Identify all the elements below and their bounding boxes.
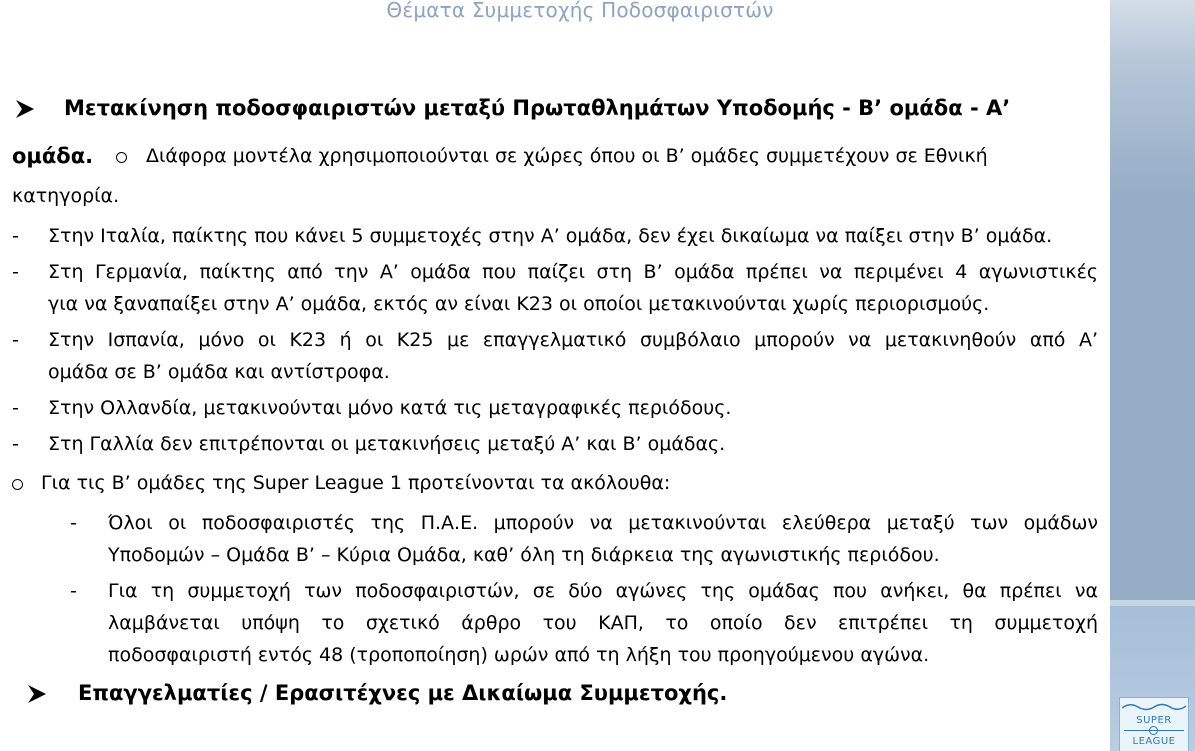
proposal-item2-line2: λαμβάνεται υπόψη το σχετικό άρθρο του ΚΑΠ, το οποίο δεν επιτρέπει τη συμμετοχή bbox=[108, 612, 1098, 634]
circle-bullet-icon bbox=[116, 152, 127, 163]
country-spain-line1: Στην Ισπανία, μόνο οι Κ23 ή οι Κ25 με επαγγελματικό συμβόλαιο μπορούν να μετακινηθούν από Α’ bbox=[48, 329, 1098, 351]
proposal-item2-line1: Για τη συμμετοχή των ποδοσφαιριστών, σε δύο αγώνες της ομάδας που ανήκει, θα πρέπει να bbox=[108, 580, 1098, 602]
country-germany-line2: για να ξαναπαίξει στην Α’ ομάδα, εκτός αν είναι Κ23 οι οποίοι μετακινούνται χωρίς περιορισμούς. bbox=[48, 293, 990, 315]
country-italy-line1: Στην Ιταλία, παίκτης που κάνει 5 συμμετοχές στην Α’ ομάδα, δεν έχει δικαίωμα να παίξει στην Β’ ομάδα. bbox=[48, 225, 1053, 247]
circle-bullet-icon bbox=[12, 479, 23, 490]
logo-wave-icon bbox=[1122, 702, 1186, 712]
proposal-item1-line1: Όλοι οι ποδοσφαιριστές της Π.Α.Ε. μπορούν να μετακινούνται ελεύθερα μεταξύ των ομάδων bbox=[108, 512, 1098, 534]
dash-bullet: - bbox=[70, 580, 77, 602]
heading1-line3-text: κατηγορία. bbox=[12, 185, 120, 207]
country-germany-line1: Στη Γερμανία, παίκτης από την Α’ ομάδα που παίζει στη Β’ ομάδα πρέπει να περιμένει 4 αγωνιστικές bbox=[48, 261, 1098, 283]
proposal-item1-line2: Υποδομών – Ομάδα Β’ – Κύρια Ομάδα, καθ’ όλη τη διάρκεια της αγωνιστικής περιόδου. bbox=[108, 544, 940, 566]
side-divider bbox=[1110, 600, 1195, 606]
slide-title: Θέματα Συμμετοχής Ποδοσφαιριστών bbox=[386, 0, 774, 22]
heading1-line1: Μετακίνηση ποδοσφαιριστών μεταξύ Πρωταθλημάτων Υποδομής - Β’ ομάδα - Α’ bbox=[64, 96, 1011, 120]
country-france-line1: Στη Γαλλία δεν επιτρέπονται οι μετακινήσεις μεταξύ Α’ και Β’ ομάδας. bbox=[48, 433, 726, 455]
dash-bullet: - bbox=[70, 512, 77, 534]
super-league-logo bbox=[1119, 697, 1189, 751]
dash-bullet: - bbox=[12, 225, 19, 247]
logo-ball-icon bbox=[1149, 726, 1158, 735]
dash-bullet: - bbox=[12, 433, 19, 455]
heading1-line2-bold: ομάδα. bbox=[12, 144, 94, 168]
logo-text-league: LEAGUE bbox=[1132, 736, 1176, 747]
heading2: Επαγγελματίες / Ερασιτέχνες με Δικαίωμα Συμμετοχής. bbox=[78, 681, 728, 705]
arrow-bullet-icon bbox=[26, 683, 48, 705]
heading1-line2-text: Διάφορα μοντέλα χρησιμοποιούνται σε χώρες όπου οι Β’ ομάδες συμμετέχουν σε Εθνική bbox=[146, 145, 988, 167]
proposal-item2-line3: ποδοσφαιριστή εντός 48 (τροποποίηση) ωρών από τη λήξη του προηγούμενου αγώνα. bbox=[108, 644, 930, 666]
dash-bullet: - bbox=[12, 397, 19, 419]
arrow-bullet-icon bbox=[14, 98, 36, 120]
side-strip bbox=[1110, 0, 1195, 751]
country-netherlands-line1: Στην Ολλανδία, μετακινούνται μόνο κατά τις μεταγραφικές περιόδους. bbox=[48, 397, 732, 419]
dash-bullet: - bbox=[12, 329, 19, 351]
dash-bullet: - bbox=[12, 261, 19, 283]
country-spain-line2: ομάδα σε Β’ ομάδα και αντίστροφα. bbox=[48, 361, 390, 383]
proposal-intro: Για τις Β’ ομάδες της Super League 1 προτείνονται τα ακόλουθα: bbox=[41, 472, 671, 494]
logo-text-super: SUPER bbox=[1136, 715, 1172, 726]
